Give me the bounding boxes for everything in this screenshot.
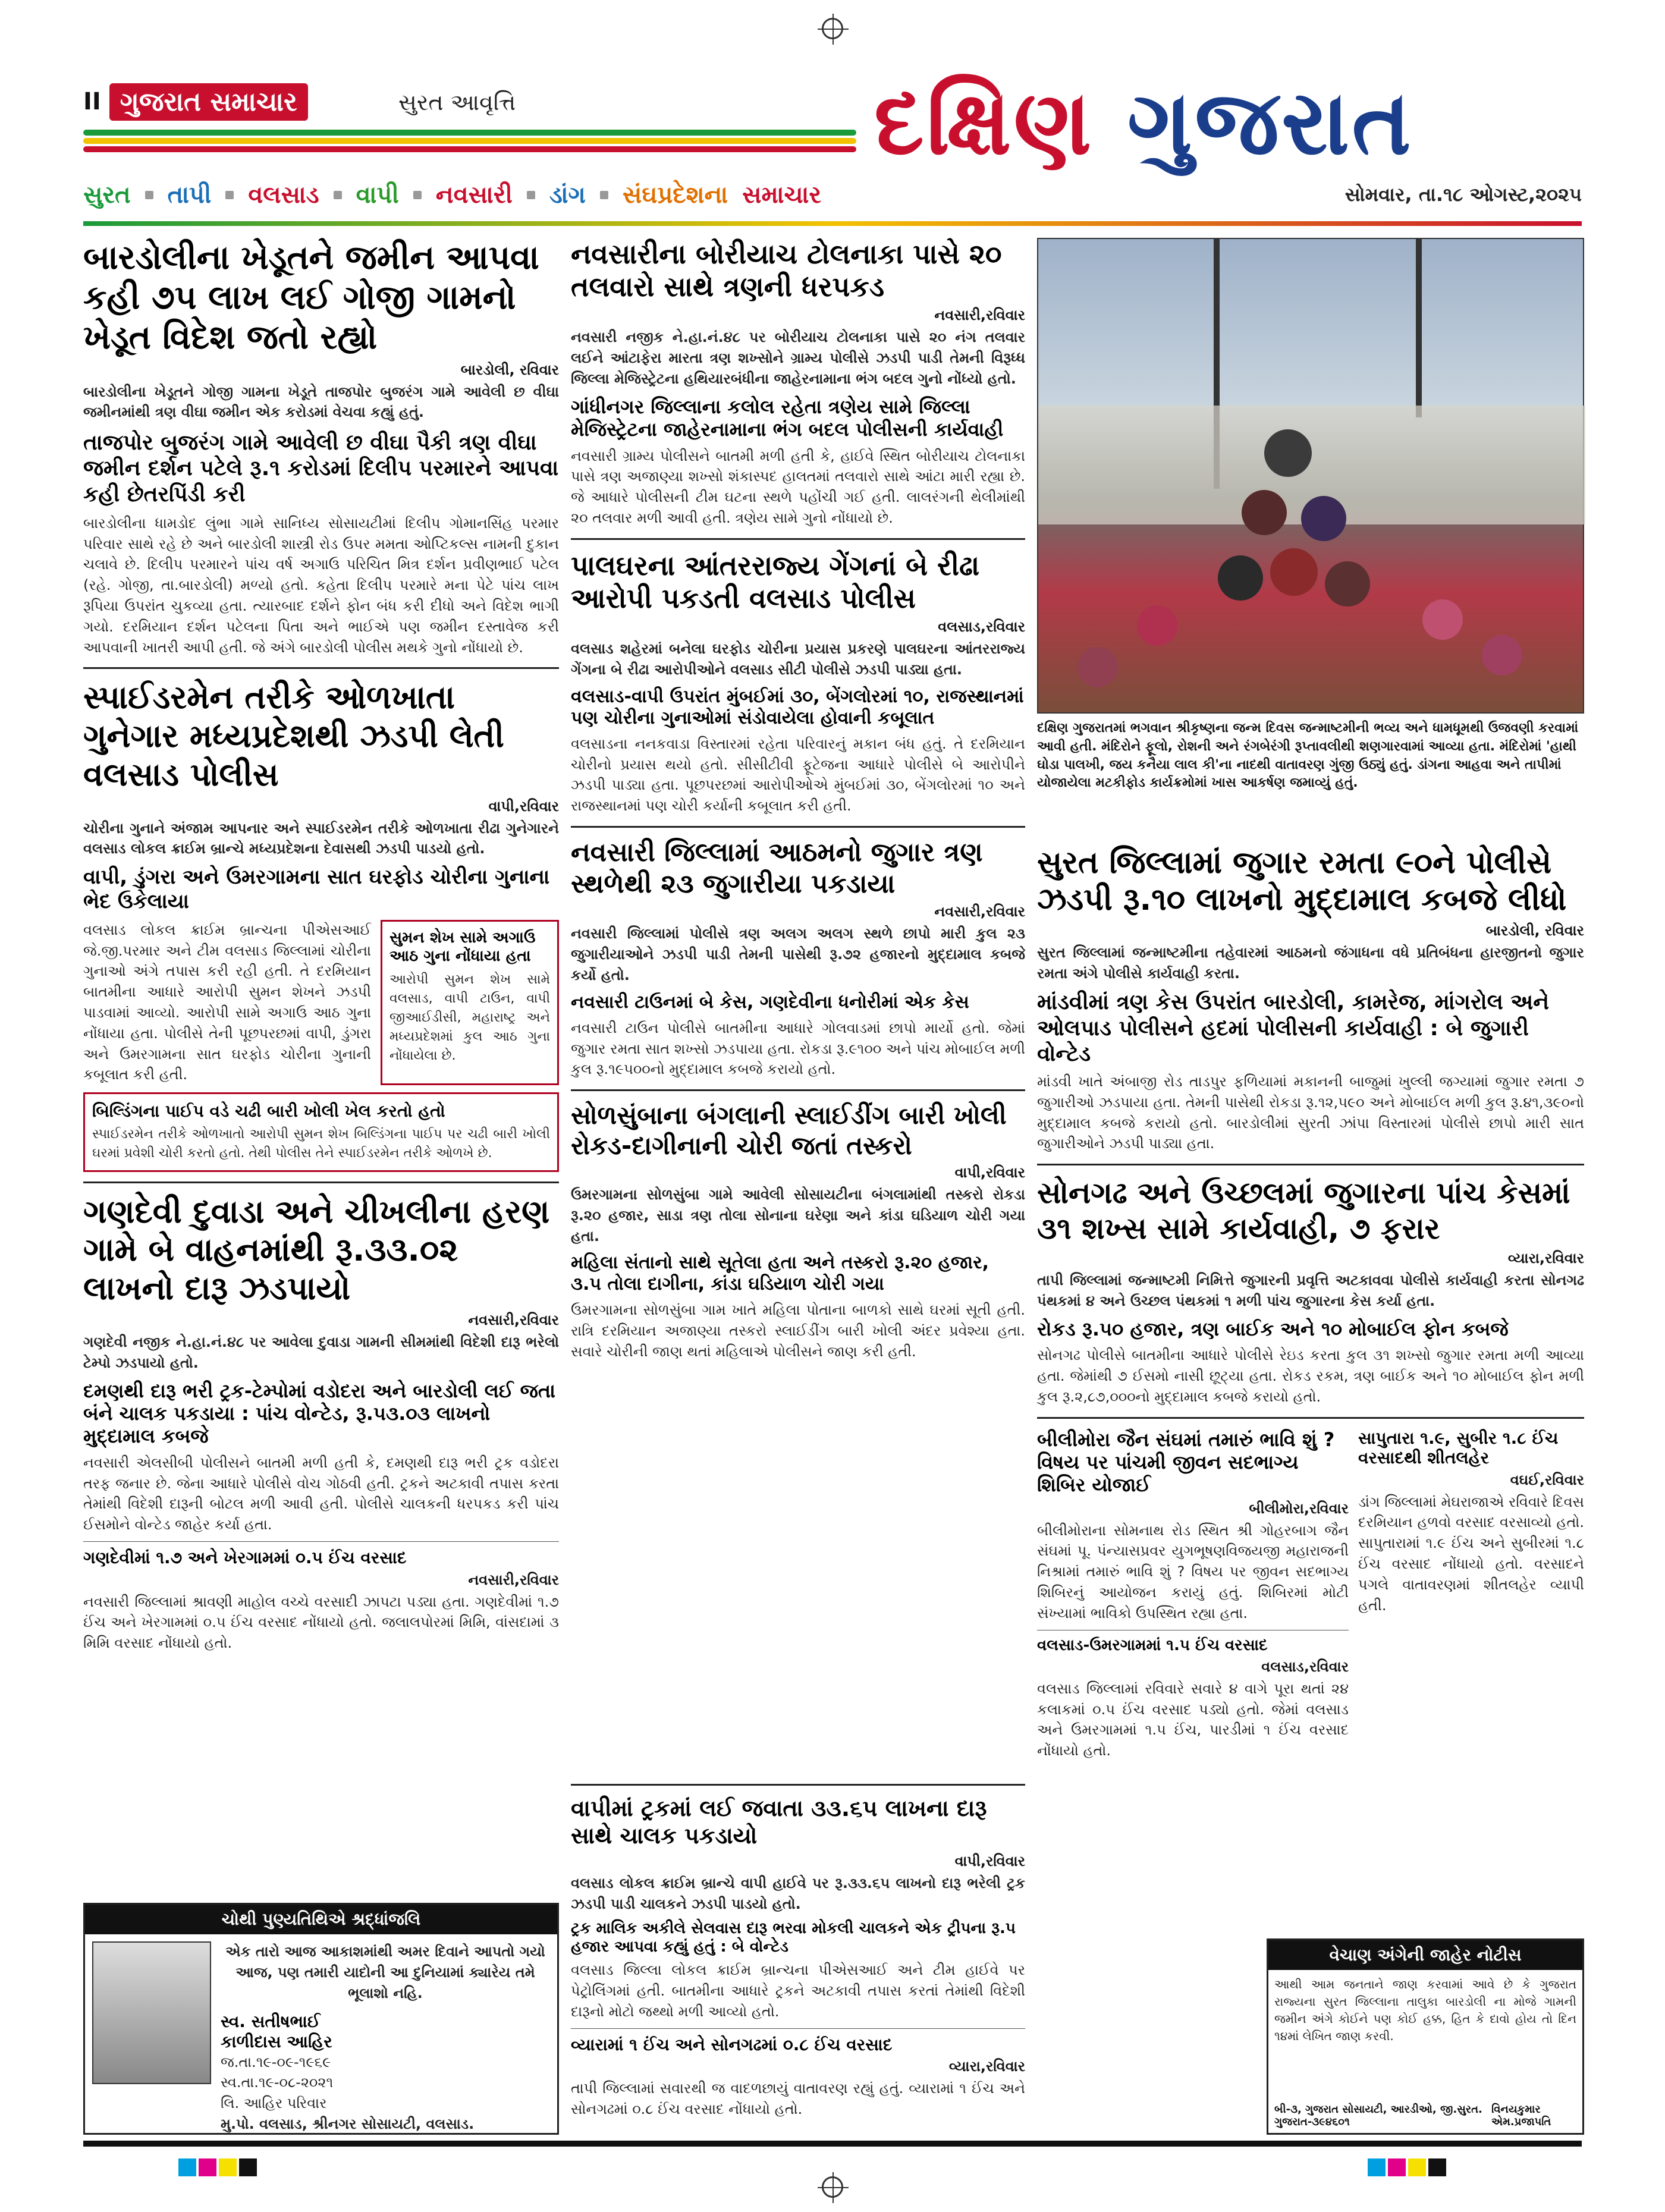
surat-gambling-lead: સુરત જિલ્લામાં જન્માષ્ટમીના તહેવારમાં આઠમનો જંગાધના વધે પ્રતિબંધના હારજીતનો જુગાર રમતા અંગે પોલીસે કાર્યવાહી કરતા. <box>1037 944 1584 982</box>
spiderman-lead: ચોરીના ગુનાને અંજામ આપનાર અને સ્પાઈડરમેન તરીકે ઓળખાતા રીઢા ગુનેગારને વલસાડ લોકલ ક્રાઈમ બ્રાન્ચે મધ્યપ્રદેશના દેવાસથી ઝડપી પાડયો હતો. <box>83 819 559 857</box>
red-stripe <box>83 146 856 152</box>
magenta-swatch <box>199 2158 216 2176</box>
divider <box>1037 1164 1584 1165</box>
vapi-truck-subhead: ટ્રક માલિક અકીલે સેલવાસ દારૂ ભરવા મોકલી ચાલકને એક ટ્રીપના રૂ.૫ હજાર આપવા કહ્યું હતું : બે વોન્ટેડ <box>571 1919 1016 1956</box>
navsari-gambling-dateline: નવસારી,રવિવાર <box>934 903 1025 920</box>
district-bar <box>83 177 821 213</box>
janmashtami-photo <box>1037 238 1584 714</box>
tribute-birth: જ.તા.૧૯-૦૯-૧૯૬૯ <box>221 2053 331 2070</box>
footer-rule <box>83 2141 1582 2147</box>
right-bottom-row <box>1037 1428 1584 1762</box>
divider <box>571 1784 1025 1786</box>
divider <box>1037 1417 1584 1419</box>
district-separator <box>600 191 608 199</box>
saputara-headline: સાપુતારા ૧.૯, સુબીર ૧.૮ ઈંચ વરસાદથી શીતલહેર <box>1358 1428 1559 1468</box>
spiderman-box-body: આરોપી સુમન શેખ સામે વલસાડ, વાપી ટાઉન, વાપી જીઆઈડીસી, મહારાષ્ટ્ર અને મધ્યપ્રદેશમાં કુલ આઠ ગુના નોંધાયેલા છે. <box>389 972 550 1063</box>
palghar-dateline: વલસાડ,રવિવાર <box>938 618 1025 636</box>
valsad-rain-headline: વલસાડ-ઉમરગામમાં ૧.૫ ઈંચ વરસાદ <box>1037 1636 1268 1654</box>
valsad-rain-body: વલસાડ જિલ્લામાં રવિવારે સવારે ૪ વાગે પૂરા થતાં ૨૪ કલાકમાં ૦.૫ ઈંચ વરસાદ પડ્યો હતો. જેમાં વલસાડ અને ઉમરગામમાં ૧.૫ ઈંચ, પારડીમાં ૧ ઈંચ વરસાદ નોંધાયો હતો. <box>1037 1680 1349 1759</box>
bardoli-headline: બારડોલીના ખેડૂતને જમીન આપવા કહી ૭૫ લાખ લઈ ગોજી ગામનો ખેડૂત વિદેશ જતો રહ્યો <box>83 238 539 357</box>
rain-tapi-body: તાપી જિલ્લામાં સવારથી જ વાદળછાયું વાતાવરણ રહ્યું હતું. વ્યારામાં ૧ ઈંચ અને સોનગઢમાં ૦.૮ ઈંચ વરસાદ નોંધાયો હતો. <box>571 2080 1025 2117</box>
district-link[interactable]: સુરત <box>83 181 131 209</box>
vapi-truck-dateline: વાપી,રવિવાર <box>954 1853 1025 1870</box>
divider <box>571 1089 1025 1091</box>
rain-tapi-headline: વ્યારામાં ૧ ઈંચ અને સોનગઢમાં ૦.૮ ઈંચ વરસાદ <box>571 2034 893 2054</box>
notice-title: વેચાણ અંગેની જાહેર નોટીસ <box>1268 1940 1582 1970</box>
rain-navsari-body: નવસારી જિલ્લામાં શ્રાવણી માહોલ વચ્ચે વરસાદી ઝાપટા પડ્યા હતા. ગણદેવીમાં ૧.૭ ઈંચ અને ખેરગામમાં ૦.૫ ઈંચ વરસાદ નોંધાયો હતો. જલાલપોરમાં મિમિ, વાંસદામાં ૩ મિમિ વરસાદ નોંધાયો હતો. <box>83 1593 559 1652</box>
sonsumbha-subhead: મહિલા સંતાનો સાથે સૂતેલા હતા અને તસ્કરો રૂ.૨૦ હજાર, ૩.૫ તોલા દાગીના, કાંડા ઘડિયાળ ચોરી ગયા <box>571 1252 989 1295</box>
district-link[interactable]: નવસારી <box>435 181 513 209</box>
section-title <box>874 71 1413 177</box>
tribute-family: લિ. આહિર પરિવાર <box>221 2095 327 2112</box>
yellow-swatch <box>219 2158 237 2176</box>
section-title-a: દક્ષિણ <box>874 71 1094 175</box>
palghar-lead: વલસાડ શહેરમાં બનેલા ઘરફોડ ચોરીના પ્રયાસ પ્રકરણે પાલઘરના આંતરરાજ્ય ગેંગના બે રીઢા આરોપીઓને વલસાડ સીટી પોલીસે ઝડપી પાડ્યા હતા. <box>571 640 1025 678</box>
section-title-b: ગુજરાત <box>1127 71 1413 175</box>
vapi-truck-lead: વલસાડ લોકલ ક્રાઈમ બ્રાન્ચે વાપી હાઈવે પર રૂ.૩૩.૬૫ લાખનો દારૂ ભરેલી ટ્રક ઝડપી પાડી ચાલકને ઝડપી પાડયો હતો. <box>571 1875 1025 1912</box>
bilimora-story <box>1037 1428 1349 1762</box>
color-bar-left <box>178 2158 257 2176</box>
gandevi-headline: ગણદેવી દુવાડા અને ચીખલીના હરણ ગામે બે વાહનમાંથી રૂ.૩૩.૦૨ લાખનો દારૂ ઝડપાયો <box>83 1192 550 1308</box>
district-separator <box>225 191 234 199</box>
green-stripe <box>83 130 856 136</box>
surat-gambling-body: માંડવી ખાતે અંબાજી રોડ તાડપુર ફળિયામાં મકાનની બાજુમાં ખુલ્લી જગ્યામાં જુગાર રમતા ૭ જુગારીઓ ઝડપાયા હતા. તેમની પાસેથી રોકડા રૂ.૧૨,૫૯૦ અને મોબાઈલ મળી કુલ રૂ.૪૧,૩૯૦નો મુદ્દામાલ કબજે કરાયો હતો. બારડોલીમાં સુરતી ઝાંપા વિસ્તારમાં પોલીસે છાપો મારી સાત જુગારીઓને ઝડપી પાડ્યા હતા. <box>1037 1073 1584 1152</box>
sale-notice-ad <box>1267 1938 1584 2135</box>
tribute-address: મુ.પો. વલસાડ, શ્રીનગર સોસાયટી, વલસાડ. <box>221 2115 475 2132</box>
tribute-name-1: સ્વ. સતીષભાઈ <box>221 2012 321 2032</box>
notice-body: આથી આમ જનતાને જાણ કરવામાં આવે છે કે ગુજરાત રાજ્યના સુરત જિલ્લાના તાલુકા બારડોલી ના મોજે ગામની જમીન અંગે કોઈને પણ કોઈ હક્ક, હિત કે દાવો હોય તો દિન ૧૪માં લેખિત જાણ કરવી. <box>1274 1977 1576 2043</box>
surat-gambling-dateline: બારડોલી, રવિવાર <box>1485 922 1584 939</box>
masthead <box>83 59 1582 250</box>
bardoli-lead: બારડોલીના ખેડૂતને ગોજી ગામના ખેડૂતે તાજપોર બુજરંગ ગામે આવેલી છ વીઘા જમીનમાંથી ત્રણ વીઘા જમીન એક કરોડમાં વેચવા કહ્યું હતું. <box>83 383 559 421</box>
sonsumbha-lead: ઉમરગામના સોળસુંબા ગામે આવેલી સોસાયટીના બંગલામાંથી તસ્કરો રોકડા રૂ.૨૦ હજાર, સાડા ત્રણ તોલા સોનાના ઘરેણા અને કાંડા ઘડિયાળ ચોરી ગયા હતા. <box>571 1186 1025 1245</box>
tribute-text <box>221 1941 550 2135</box>
divider <box>571 538 1025 540</box>
bardoli-body: બારડોલીના ધામડોદ લુંભા ગામે સાનિધ્ય સોસાયટીમાં દિલીપ ગોમાનસિંહ પરમાર પરિવાર સાથે રહે છે અને બારડોલી શાસ્ત્રી રોડ ઉપર મમતા ઓપ્ટિકલ્સ નામની દુકાન ચલાવે છે. દિલીપ પરમારને પાંચ વર્ષ અગાઉ પરિચિત મિત્ર દર્શન પ્રવીણભાઈ પટેલ (રહે. ગોજી, તા.બારડોલી) મળ્યો હતો. કહેતા દિલીપ પરમારે મના પેટે પાંચ લાખ રૂપિયા ઉપરાંત ચુકવ્યા હતા. ત્યારબાદ દર્શને ફોન બંધ કરી દીધો અને વિદેશ ભાગી ગયો. દરમિયાન દર્શન પટેલના પિતા અને ભાઈએ પણ જમીન દસ્તાવેજ કરી આપવાની ખાતરી આપી હતી. જે અંગે બારડોલી પોલીસ મથકે ગુનો નોંધાયો છે. <box>83 514 559 656</box>
saputara-dateline: વઘઈ,રવિવાર <box>1510 1471 1584 1488</box>
spiderman-subhead: વાપી, ડુંગરા અને ઉમરગામના સાત ઘરફોડ ચોરીના ગુનાના ભેદ ઉકેલાયા <box>83 865 550 914</box>
gandevi-dateline: નવસારી,રવિવાર <box>468 1312 559 1329</box>
bilimora-headline: બીલીમોરા જૈન સંઘમાં તમારું ભાવિ શું ? વિષય પર પાંચમી જીવન સદભાગ્ય શિબિર યોજાઈ <box>1037 1428 1335 1497</box>
vapi-truck-headline: વાપીમાં ટ્રકમાં લઈ જવાતા ૩૩.૬૫ લાખના દારૂ સાથે ચાલક પકડાયો <box>571 1795 987 1849</box>
cyan-swatch <box>178 2158 196 2176</box>
spiderman-dateline: વાપી,રવિવાર <box>488 797 559 815</box>
yellow-stripe <box>83 138 856 144</box>
district-separator <box>145 191 153 199</box>
black-swatch <box>239 2158 257 2176</box>
notice-advocate: વિનયકુમાર એમ.પ્રજાપતિ <box>1491 2103 1551 2128</box>
songadh-subhead: રોકડ રૂ.૫૦ હજાર, ત્રણ બાઈક અને ૧૦ મોબાઈલ ફોન કબજે <box>1037 1317 1509 1340</box>
district-link[interactable]: સંઘપ્રદેશના <box>622 181 728 209</box>
sonsumbha-dateline: વાપી,રવિવાર <box>954 1164 1025 1182</box>
column-left <box>83 238 559 1654</box>
district-link[interactable]: ડાંગ <box>549 181 586 209</box>
district-separator <box>413 191 422 199</box>
spiderman-body: વલસાડ લોકલ ક્રાઈમ બ્રાન્ચના પીએસઆઈ જે.જી.પરમાર અને ટીમ વલસાડ જિલ્લામાં ચોરીના ગુનાઓ અંગે તપાસ કરી રહી હતી. તે દરમિયાન બાતમીના આધારે આરોપી સુમન શેખને ઝડપી પાડવામાં આવ્યો. આરોપી સામે અગાઉ આઠ ગુના નોંધાયા હતા. પોલીસે તેની પૂછપરછમાં વાપી, ડુંગરા અને ઉમરગામના સાત ઘરફોડ ચોરીના ગુનાની કબૂલાત કરી હતી. <box>83 921 371 1083</box>
saputara-story <box>1358 1428 1584 1762</box>
gandevi-lead: ગણદેવી નજીક ને.હા.નં.૪૮ પર આવેલા દુવાડા ગામની સીમમાંથી વિદેશી દારૂ ભરેલો ટેમ્પો ઝડપાયો હતો. <box>83 1334 559 1371</box>
navsari-gambling-body: નવસારી ટાઉન પોલીસે બાતમીના આધારે ગોલવાડમાં છાપો માર્યો હતો. જેમાં જુગાર રમતા સાત શખ્સો ઝડપાયા હતા. રોકડા રૂ.૯૧૦૦ અને પાંચ મોબાઈલ મળી કુલ રૂ.૧૯૫૦૦નો મુદ્દામાલ કબજે કરાયો હતો. <box>571 1019 1025 1078</box>
saputara-body: ડાંગ જિલ્લામાં મેઘરાજાએ રવિવારે દિવસ દરમિયાન હળવો વરસાદ વરસાવ્યો હતો. સાપુતારામાં ૧.૯ ઈંચ અને સુબીરમાં ૧.૮ ઈંચ વરસાદ નોંધાયો હતો. વરસાદને પગલે વાતાવરણમાં શીતલહેર વ્યાપી હતી. <box>1358 1493 1584 1614</box>
district-separator <box>527 191 535 199</box>
tribute-name-2: કાળીદાસ આહિર <box>221 2031 332 2051</box>
bardoli-subhead: તાજપોર બુજરંગ ગામે આવેલી છ વીઘા પૈકી ત્રણ વીઘા જમીન દર્શન પટેલે રૂ.૧ કરોડમાં દિલીપ પરમારને આપવા કહી છેતરપિંડી કરી <box>83 431 559 507</box>
spiderman-box <box>381 920 559 1085</box>
bilimora-body: બીલીમોરાના સોમનાથ રોડ સ્થિત શ્રી ગોહરબાગ જૈન સંઘમાં પૂ. પંન્યાસપ્રવર યુગભૂષણવિજયજી મહારાજની નિશ્રામાં તમારું ભાવિ શું ? વિષય પર જીવન સદભાગ્ય શિબિરનું આયોજન કરાયું હતું. શિબિરમાં મોટી સંખ્યામાં ભાવિકો ઉપસ્થિત રહ્યા હતા. <box>1037 1522 1349 1622</box>
valsad-rain-dateline: વલસાડ,રવિવાર <box>1261 1658 1349 1675</box>
rain-navsari-dateline: નવસારી,રવિવાર <box>468 1571 559 1588</box>
surat-gambling-subhead: માંડવીમાં ત્રણ કેસ ઉપરાંત બારડોલી, કામરેજ, માંગરોલ અને ઓલપાડ પોલીસને હદમાં પોલીસની કાર્યવાહી : બે જુગારી વોન્ટેડ <box>1037 990 1550 1066</box>
notice-footer <box>1274 2103 1576 2128</box>
district-link[interactable]: તાપી <box>167 181 212 209</box>
district-link[interactable]: સમાચાર <box>742 181 822 209</box>
notice-office: બી-૩, ગુજરાત સોસાયટી, આરડીઓ, જી.સુરત. ગુજરાત-૩૯૪૬૦૧ <box>1274 2103 1482 2128</box>
navsari-gambling-headline: નવસારી જિલ્લામાં આઠમનો જુગાર ત્રણ સ્થળેથી ૨૩ જુગારીયા પકડાયા <box>571 837 983 899</box>
songadh-body: સોનગઢ પોલીસે બાતમીના આધારે પોલીસે રેઇડ કરતા કુલ ૩૧ શખ્સો જુગાર રમતા મળી આવ્યા હતા. જેમાંથી ૭ ઈસમો નાસી છૂટ્યા હતા. રોકડ રકમ, ત્રણ બાઈક અને ૧૦ મોબાઈલ ફોન મળી કુલ રૂ.૨,૮૭,૦૦૦નો મુદ્દામાલ કબજે કરાયો હતો. <box>1037 1347 1584 1405</box>
issue-date: સોમવાર, તા.૧૮ ઓગસ્ટ,૨૦૨૫ <box>1344 183 1582 206</box>
boriyach-body: નવસારી ગ્રામ્ય પોલીસને બાતમી મળી હતી કે, હાઈવે સ્થિત બોરીયાચ ટોલનાકા પાસે ત્રણ અજાણ્યા શખ્સો શંકાસ્પદ હાલતમાં તલવારો સાથે આંટા મારી રહ્યા છે. જે આધારે પોલીસની ટીમ ઘટના સ્થળે પહોંચી ગઈ હતી. લાલરંગની થેલીમાંથી ૨૦ તલવાર મળી આવી હતી. ત્રણેય સામે ગુનો નોંધાયો છે. <box>571 447 1025 526</box>
boriyach-lead: નવસારી નજીક ને.હા.નં.૪૮ પર બોરીયાચ ટોલનાકા પાસે ૨૦ નંગ તલવાર લઈને આંટાફેરા મારતા ત્રણ શખ્સોને ગ્રામ્ય પોલીસે ઝડપી પાડી તેમની વિરૂધ્ધ જિલ્લા મેજિસ્ટ્રેટના હથિયારબંધીના જાહેરનામાના ભંગ બદલ ગુનો નોંધ્યો હતો. <box>571 329 1025 387</box>
page-number: II <box>83 88 101 115</box>
songadh-lead: તાપી જિલ્લામાં જન્માષ્ટમી નિમિત્તે જુગારની પ્રવૃત્તિ અટકાવવા પોલીસે કાર્યવાહી કરતા સોનગઢ પંથકમાં ૪ અને ઉચ્છલ પંથકમાં ૧ મળી પાંચ જુગારના કેસ કર્યા હતા. <box>1037 1272 1584 1309</box>
tribute-content <box>85 1934 557 2142</box>
tribute-death: સ્વ.તા.૧૯-૦૮-૨૦૨૧ <box>221 2074 334 2091</box>
tribute-title: ચોથી પુણ્યતિથિએ શ્રદ્ધાંજલિ <box>85 1905 557 1934</box>
masthead-rule <box>83 221 1582 226</box>
spiderman-body-row <box>83 920 559 1085</box>
rain-navsari-headline: ગણદેવીમાં ૧.૭ અને ખેરગામમાં ૦.૫ ઈંચ વરસાદ <box>83 1547 407 1567</box>
black-swatch <box>1428 2158 1446 2176</box>
navsari-gambling-subhead: નવસારી ટાઉનમાં બે કેસ, ગણદેવીના ધનોરીમાં એક કેસ <box>571 991 969 1013</box>
palghar-subhead: વલસાડ-વાપી ઉપરાંત મુંબઈમાં ૩૦, બેંગલોરમાં ૧૦, રાજસ્થાનમાં પણ ચોરીના ગુનાઓમાં સંડોવાયેલા હોવાની કબૂલાત <box>571 686 1024 728</box>
bardoli-dateline: બારડોલી, રવિવાર <box>460 361 559 378</box>
yellow-swatch <box>1408 2158 1426 2176</box>
color-stripes <box>83 130 856 153</box>
boriyach-subhead: ગાંધીનગર જિલ્લાના કલોલ રહેતા ત્રણેય સામે જિલ્લા મેજિસ્ટ્રેટના જાહેરનામાના ભંગ બદલ પોલીસની કાર્યવાહી <box>571 395 1004 441</box>
registration-mark-bottom <box>822 2176 843 2198</box>
cyan-swatch <box>1368 2158 1386 2176</box>
district-link[interactable]: વાપી <box>356 181 399 209</box>
column-middle <box>571 238 1025 1362</box>
photo-caption: દક્ષિણ ગુજરાતમાં ભગવાન શ્રીકૃષ્ણના જન્મ દિવસ જન્માષ્ટમીની ભવ્ય અને ધામધૂમથી ઉજવણી કરવામાં આવી હતી. મંદિરોને ફૂલો, રોશની અને રંગબેરંગી રૂપ્તાવલીથી શણગારવામાં આવ્યા હતા. મંદિરોમાં 'હાથી ઘોડા પાલખી, જય કનૈયા લાલ કી'ના નાદથી વાતાવરણ ગુંજી ઉઠ્યું હતું. ડાંગના આહવા અને તાપીમાં યોજાયેલા મટકીફોડ કાર્યક્રમોમાં ખાસ આકર્ષણ જમાવ્યું હતું. <box>1037 721 1579 791</box>
photo-illustration <box>1038 239 1585 715</box>
rain-tapi-dateline: વ્યારા,રવિવાર <box>948 2058 1025 2075</box>
district-separator <box>334 191 342 199</box>
tribute-quote: એક તારો આજ આકાશમાંથી અમર દિવાને આપતો ગયો આજ, પણ તમારી યાદોની આ દુનિયામાં ક્યારેય તમે ભૂલાશો નહિ. <box>225 1943 545 2002</box>
divider <box>83 1182 559 1183</box>
brand-box <box>83 81 381 122</box>
boriyach-headline: નવસારીના બોરીયાચ ટોલનાકા પાસે ૨૦ તલવારો સાથે ત્રણની ધરપકડ <box>571 238 1002 303</box>
color-bar-right <box>1368 2158 1446 2176</box>
newspaper-logo: ગુજરાત સમાચાર <box>109 83 308 121</box>
vapi-truck-story <box>571 1784 1025 2120</box>
divider <box>571 826 1025 828</box>
divider <box>571 2028 1025 2029</box>
gandevi-body: નવસારી એલસીબી પોલીસને બાતમી મળી હતી કે, દમણથી દારૂ ભરી ટ્રક વડોદરા તરફ જનાર છે. જેના આધારે પોલીસે વોચ ગોઠવી હતી. ટ્રકને અટકાવી તપાસ કરતા તેમાંથી વિદેશી દારૂની બોટલ મળી આવી હતી. પોલીસે ચાલકની ધરપકડ કરી પાંચ ઈસમોને વોન્ટેડ જાહેર કર્યા હતા. <box>83 1454 559 1534</box>
tribute-photo <box>92 1941 211 2084</box>
column-right <box>1037 844 1584 1761</box>
spiderman-box-2 <box>83 1092 559 1171</box>
spiderman-headline: સ્પાઈડરમેન તરીકે ઓળખાતા ગુનેગાર મધ્યપ્રદેશથી ઝડપી લેતી વલસાડ પોલીસ <box>83 678 504 793</box>
songadh-headline: સોનગઢ અને ઉચ્છલમાં જુગારના પાંચ કેસમાં ૩૧ શખ્સ સામે કાર્યવાહી, ૭ ફરાર <box>1037 1176 1570 1246</box>
boriyach-dateline: નવસારી,રવિવાર <box>934 307 1025 324</box>
sonsumbha-body: ઉમરગામના સોળસુંબા ગામ ખાતે મહિલા પોતાના બાળકો સાથે ઘરમાં સૂતી હતી. રાત્રિ દરમિયાન અજાણ્યા તસ્કરો સ્લાઈડીંગ બારી ખોલી અંદર પ્રવેશ્યા હતા. સવારે ચોરીની જાણ થતાં મહિલાએ પોલીસને જાણ કરી હતી. <box>571 1302 1025 1360</box>
surat-gambling-headline: સુરત જિલ્લામાં જુગાર રમતા ૯૦ને પોલીસે ઝડપી રૂ.૧૦ લાખનો મુદ્દામાલ કબજે લીધો <box>1037 845 1567 918</box>
bilimora-dateline: બીલીમોરા,રવિવાર <box>1249 1500 1349 1517</box>
palghar-body: વલસાડના નનકવાડા વિસ્તારમાં રહેતા પરિવારનું મકાન બંધ હતું. તે દરમિયાન ચોરીનો પ્રયાસ થયો હતો. સીસીટીવી ફૂટેજના આધારે પોલીસે બે આરોપીને ઝડપી પાડ્યા હતા. પૂછપરછમાં આરોપીઓએ મુંબઈમાં ૩૦, બેંગલોરમાં ૧૦ અને રાજસ્થાનમાં પણ ચોરી કર્યાની કબૂલાત કરી હતી. <box>571 735 1025 815</box>
divider <box>83 667 559 669</box>
spiderman-box2-body: સ્પાઈડરમેન તરીકે ઓળખાતો આરોપી સુમન શેખ બિલ્ડિંગના પાઈપ પર ચઢી બારી ખોલી ઘરમાં પ્રવેશી ચોરી કરતો હતો. તેથી પોલીસ તેને સ્પાઈડરમેન તરીકે ઓળખે છે. <box>92 1126 550 1161</box>
vapi-truck-body: વલસાડ જિલ્લા લોકલ ક્રાઈમ બ્રાન્ચના પીએસઆઈ અને ટીમ હાઈવે પર પેટ્રોલિંગમાં હતી. બાતમીના આધારે ટ્રકને અટકાવી તપાસ કરતાં તેમાંથી વિદેશી દારૂનો મોટો જથ્થો મળી આવ્યો હતો. <box>571 1962 1025 2020</box>
district-link[interactable]: વલસાડ <box>248 181 319 209</box>
magenta-swatch <box>1388 2158 1406 2176</box>
songadh-dateline: વ્યારા,રવિવાર <box>1507 1250 1584 1267</box>
registration-mark-top <box>822 18 843 39</box>
gandevi-subhead: દમણથી દારૂ ભરી ટ્રક-ટેમ્પોમાં વડોદરા અને બારડોલી લઈ જતા બંને ચાલક પકડાયા : પાંચ વોન્ટેડ, રૂ.૫૩.૦૩ લાખનો મુદ્દામાલ કબજે <box>83 1379 555 1448</box>
spiderman-box-title: સુમન શેખ સામે અગાઉ આઠ ગુના નોંધાયા હતા <box>389 928 536 966</box>
spiderman-box2-title: બિલ્ડિંગના પાઈપ વડે ચઢી બારી ખોલી ખેલ કરતો હતો <box>92 1101 445 1121</box>
sonsumbha-headline: સોળસુંબાના બંગલાની સ્લાઈડીંગ બારી ખોલી રોકડ-દાગીનાની ચોરી જતાં તસ્કરો <box>571 1101 1007 1160</box>
navsari-gambling-lead: નવસારી જિલ્લામાં પોલીસે ત્રણ અલગ અલગ સ્થળે છાપો મારી કુલ ૨૩ જુગારીયાઓને ઝડપી પાડી તેમની પાસેથી રૂ.૭૨ હજારનો મુદ્દામાલ કબજે કર્યો હતો. <box>571 925 1025 984</box>
tribute-ad <box>83 1903 559 2135</box>
edition-label: સુરત આવૃત્તિ <box>398 89 516 115</box>
divider <box>83 1541 559 1542</box>
palghar-headline: પાલઘરના આંતરરાજ્ય ગેંગનાં બે રીઢા આરોપી પકડતી વલસાડ પોલીસ <box>571 549 980 614</box>
